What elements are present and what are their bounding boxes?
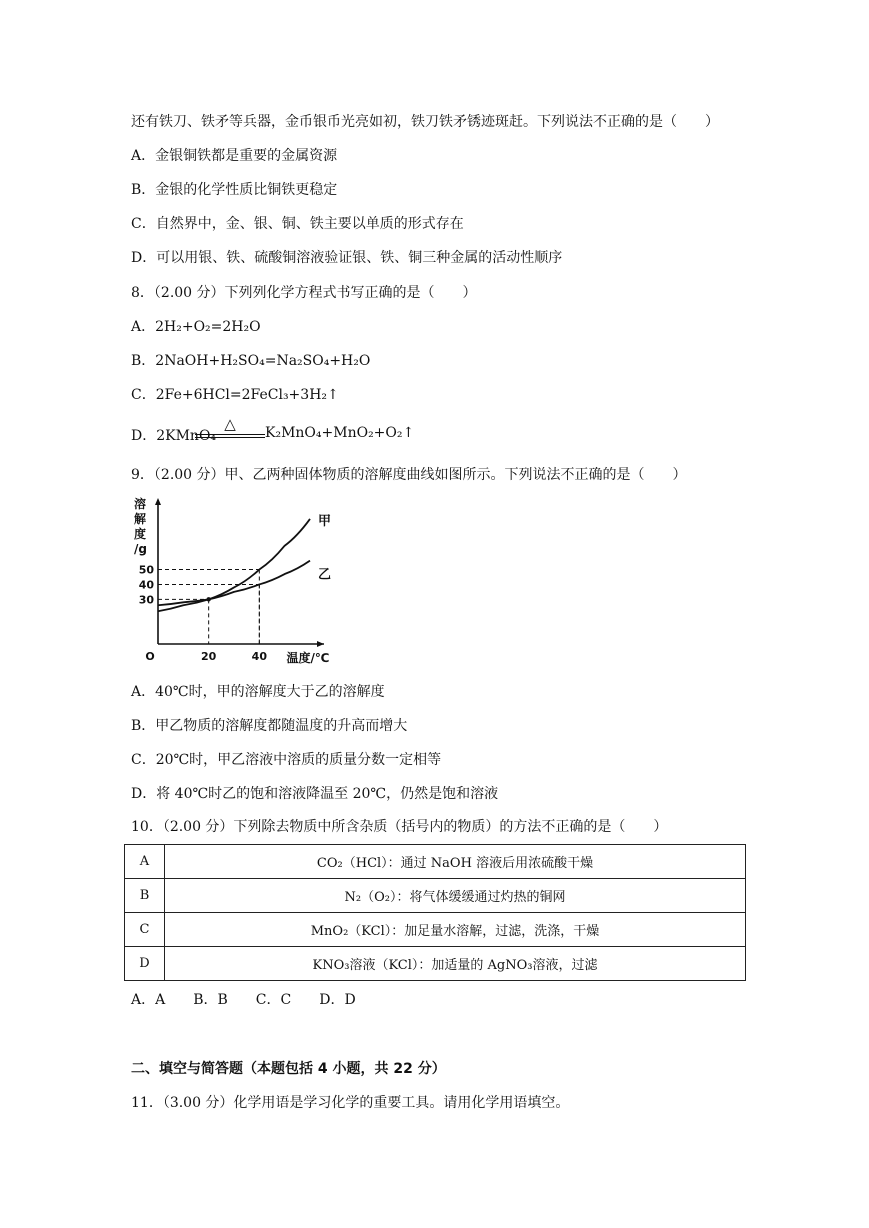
heat-triangle-icon: △ [224, 415, 236, 433]
series-label: 甲 [318, 513, 332, 529]
curves [158, 519, 310, 611]
reactant-text: D．2KMnO₄ [131, 428, 217, 444]
origin-label: O [145, 650, 155, 663]
q7-option-a: A．金银铜铁都是重要的金属资源 [131, 148, 338, 164]
table-row [125, 879, 746, 913]
curve-乙 [158, 561, 310, 606]
q9-option-c: C．20℃时，甲乙溶液中溶质的质量分数一定相等 [131, 752, 442, 768]
q7-option-b: B．金银的化学性质比铜铁更稳定 [131, 182, 338, 198]
table-row [125, 947, 746, 981]
y-tick-label: 30 [138, 593, 154, 607]
table-row [125, 845, 746, 879]
q11-stem: 11．（3.00 分）化学用语是学习化学的重要工具。请用化学用语填空。 [131, 1095, 570, 1111]
row-key: B [125, 879, 165, 913]
q8-option-a: A．2H₂+O₂=2H₂O [131, 319, 261, 335]
products-text: K₂MnO₄+MnO₂+O₂↑ [265, 425, 415, 441]
row-method: KNO₃溶液（KCl）：加适量的 AgNO₃溶液，过滤 [165, 947, 746, 981]
q8-stem: 8．（2.00 分）下列列化学方程式书写正确的是（ ） [131, 285, 477, 301]
row-key: C [125, 913, 165, 947]
y-axis-label-char: 度 [134, 527, 147, 541]
heating-condition-arrow [195, 417, 265, 445]
q8-option-c: C．2Fe+6HCl=2FeCl₃+3H₂↑ [131, 387, 339, 403]
section-heading: 二、填空与简答题（本题包括 4 小题，共 22 分） [131, 1061, 446, 1077]
q7-stem: 还有铁刀、铁矛等兵器，金币银币光亮如初，铁刀铁矛锈迹斑赶。下列说法不正确的是（ ） [131, 114, 719, 130]
q9-stem: 9．（2.00 分）甲、乙两种固体物质的溶解度曲线如图所示。下列说法不正确的是（ ） [131, 467, 687, 483]
row-key: A [125, 845, 165, 879]
x-tick-label: 40 [251, 650, 267, 663]
y-tick-label: 40 [138, 578, 154, 592]
row-method: MnO₂（KCl）：加足量水溶解，过滤，洗涤，干燥 [165, 913, 746, 947]
x-axis-arrow-icon [317, 641, 324, 647]
chart-labels [134, 496, 331, 665]
q7-option-c: C．自然界中，金、银、铜、铁主要以单质的形式存在 [131, 216, 464, 232]
q9-option-b: B．甲乙物质的溶解度都随温度的升高而增大 [131, 718, 408, 734]
y-axis-label-char: 解 [134, 512, 147, 526]
table-row [125, 913, 746, 947]
chart-axes [155, 498, 324, 647]
y-axis-label-char: /g [134, 542, 147, 556]
q10-stem: 10．（2.00 分）下列除去物质中所含杂质（括号内的物质）的方法不正确的是（ ） [131, 819, 668, 835]
x-tick-label: 20 [201, 650, 217, 663]
y-axis-label-char: 溶 [134, 497, 147, 511]
q7-option-d: D．可以用银、铁、硫酸铜溶液验证银、铁、铜三种金属的活动性顺序 [131, 250, 563, 266]
x-axis-label: 温度/℃ [286, 651, 330, 665]
q10-answer-choices: A．A B．B C．C D．D [131, 992, 356, 1008]
q10-options-table [124, 844, 746, 981]
q9-option-a: A．40℃时，甲的溶解度大于乙的溶解度 [131, 684, 385, 700]
y-tick-label: 50 [138, 563, 154, 577]
series-label: 乙 [318, 567, 332, 583]
intersection-point [206, 597, 210, 601]
curve-甲 [158, 519, 310, 611]
solubility-chart [128, 494, 332, 672]
row-method: CO₂（HCl）：通过 NaOH 溶液后用浓硫酸干燥 [165, 845, 746, 879]
row-method: N₂（O₂）：将气体缓缓通过灼热的铜网 [165, 879, 746, 913]
q8-option-b: B．2NaOH+H₂SO₄=Na₂SO₄+H₂O [131, 353, 371, 369]
row-key: D [125, 947, 165, 981]
y-axis-arrow-icon [155, 498, 161, 505]
q9-option-d: D．将 40℃时乙的饱和溶液降温至 20℃，仍然是饱和溶液 [131, 786, 499, 802]
